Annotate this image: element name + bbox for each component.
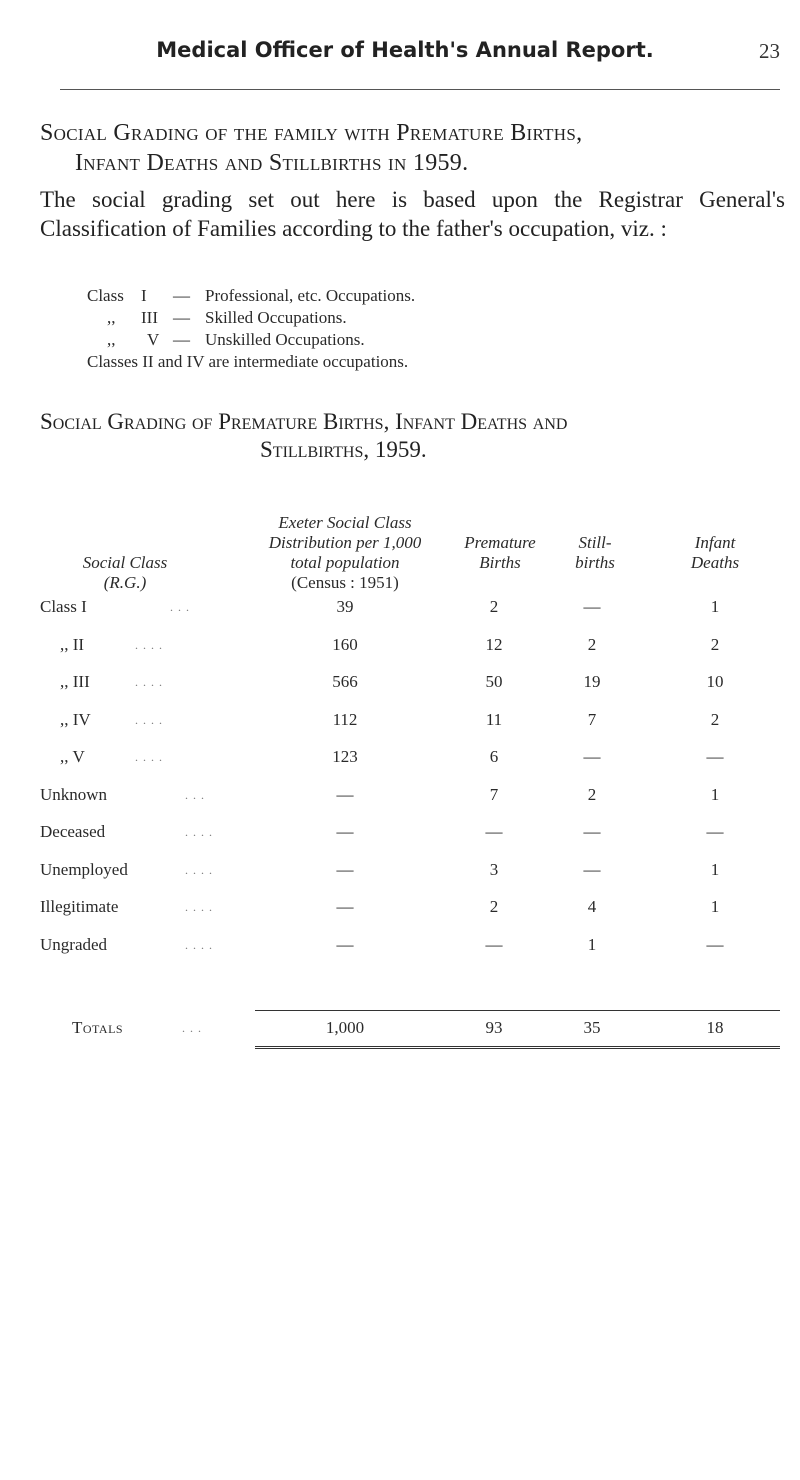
cell-prem: 50 (485, 672, 503, 691)
cell-dist: — (336, 785, 354, 804)
cell-infant: 1 (710, 597, 720, 616)
header-stillbirths-line-2: births (575, 553, 615, 572)
class-description: Unskilled Occupations. (205, 330, 365, 349)
cell-still: 4 (587, 897, 597, 916)
table-title-line-2: Stillbirths, 1959. (260, 437, 427, 462)
report-title-header: Medical Officer of Health's Annual Report. (156, 38, 654, 62)
cell-still: — (583, 597, 601, 616)
cell-still: — (583, 747, 601, 766)
cell-dist: 160 (332, 635, 358, 654)
cell-infant: 2 (710, 635, 720, 654)
row-label: Illegitimate (40, 897, 119, 916)
header-premature-line-2: Births (479, 553, 521, 572)
header-distribution-line-3: total population (290, 553, 400, 572)
total-still: 35 (583, 1018, 601, 1037)
total-dist: 1,000 (325, 1018, 365, 1037)
leader-dots: . . . . (135, 713, 163, 727)
class-description: Skilled Occupations. (205, 308, 347, 327)
class-dash: — (173, 286, 190, 305)
header-infant-deaths-line-1: Infant (694, 533, 736, 552)
row-label: Deceased (40, 822, 106, 841)
row-label: Class I (40, 597, 87, 616)
cell-still: 2 (587, 785, 597, 804)
cell-dist: — (336, 897, 354, 916)
cell-still: 1 (587, 935, 597, 954)
leader-dots: . . . . (185, 900, 213, 914)
header-social-class-line-1: Social Class (82, 553, 168, 572)
total-infant: 18 (706, 1018, 724, 1037)
row-label: ,, III (60, 672, 90, 691)
section-title-line-1: Social Grading of the family with Premature Births, (40, 120, 583, 146)
cell-prem: 6 (489, 747, 499, 766)
leader-dots: . . . (170, 600, 190, 614)
cell-prem: 2 (489, 597, 499, 616)
cell-infant: 1 (710, 785, 720, 804)
cell-prem: 12 (485, 635, 503, 654)
leader-dots: . . . (182, 1021, 202, 1035)
leader-dots: . . . . (185, 938, 213, 952)
header-distribution-line-2: Distribution per 1,000 (268, 533, 422, 552)
leader-dots: . . . . (135, 750, 163, 764)
leader-dots: . . . (185, 788, 205, 802)
totals-label: Totals (72, 1018, 124, 1037)
table-title-line-1: Social Grading of Premature Births, Infant Deaths and (40, 409, 568, 434)
cell-still: 19 (583, 672, 601, 691)
cell-dist: — (336, 935, 354, 954)
page-number: 23 (759, 39, 780, 63)
class-numeral: V (147, 330, 160, 349)
cell-dist: 123 (332, 747, 358, 766)
leader-dots: . . . . (185, 863, 213, 877)
row-label: ,, V (60, 747, 85, 766)
class-label: Class (87, 286, 124, 305)
cell-infant: — (706, 935, 724, 954)
header-premature-line-1: Premature (464, 533, 536, 552)
header-stillbirths-line-1: Still- (578, 533, 612, 552)
cell-still: — (583, 822, 601, 841)
leader-dots: . . . . (135, 675, 163, 689)
cell-infant: 2 (710, 710, 720, 729)
row-label: ,, II (60, 635, 85, 654)
totals-bottom-rule (255, 1046, 780, 1049)
cell-dist: — (336, 860, 354, 879)
intro-paragraph: The social grading set out here is based upon the Registrar General's Classification of Families according to the father's occupation, viz. : (40, 187, 785, 241)
cell-still: — (583, 860, 601, 879)
cell-dist: 39 (336, 597, 354, 616)
cell-prem: 2 (489, 897, 499, 916)
cell-infant: 1 (710, 897, 720, 916)
row-label: Unemployed (40, 860, 128, 879)
class-dash: — (173, 330, 190, 349)
cell-infant: — (706, 822, 724, 841)
cell-prem: — (485, 935, 503, 954)
totals-top-rule (255, 1010, 780, 1011)
cell-infant: — (706, 747, 724, 766)
class-dash: — (173, 308, 190, 327)
class-numeral: I (141, 286, 147, 305)
header-distribution-line-1: Exeter Social Class (278, 513, 412, 532)
cell-prem: 3 (489, 860, 499, 879)
cell-infant: 10 (706, 672, 724, 691)
cell-still: 7 (587, 710, 597, 729)
cell-prem: 7 (489, 785, 499, 804)
leader-dots: . . . . (185, 825, 213, 839)
class-label: ,, (107, 330, 116, 349)
class-description: Professional, etc. Occupations. (205, 286, 416, 305)
header-social-class-line-2: (R.G.) (103, 573, 147, 592)
leader-dots: . . . . (135, 638, 163, 652)
row-label: Ungraded (40, 935, 108, 954)
total-prem: 93 (485, 1018, 503, 1037)
cell-dist: 112 (332, 710, 358, 729)
class-label: ,, (107, 308, 116, 327)
cell-prem: — (485, 822, 503, 841)
row-label: ,, IV (60, 710, 91, 729)
section-title-line-2: Infant Deaths and Stillbirths in 1959. (75, 150, 469, 176)
class-numeral: III (141, 308, 158, 327)
header-infant-deaths-line-2: Deaths (690, 553, 740, 572)
cell-dist: — (336, 822, 354, 841)
cell-still: 2 (587, 635, 597, 654)
class-note: Classes II and IV are intermediate occupations. (87, 352, 409, 371)
header-distribution-line-4: (Census : 1951) (291, 573, 399, 592)
cell-infant: 1 (710, 860, 720, 879)
cell-dist: 566 (332, 672, 358, 691)
cell-prem: 11 (485, 710, 503, 729)
row-label: Unknown (40, 785, 108, 804)
